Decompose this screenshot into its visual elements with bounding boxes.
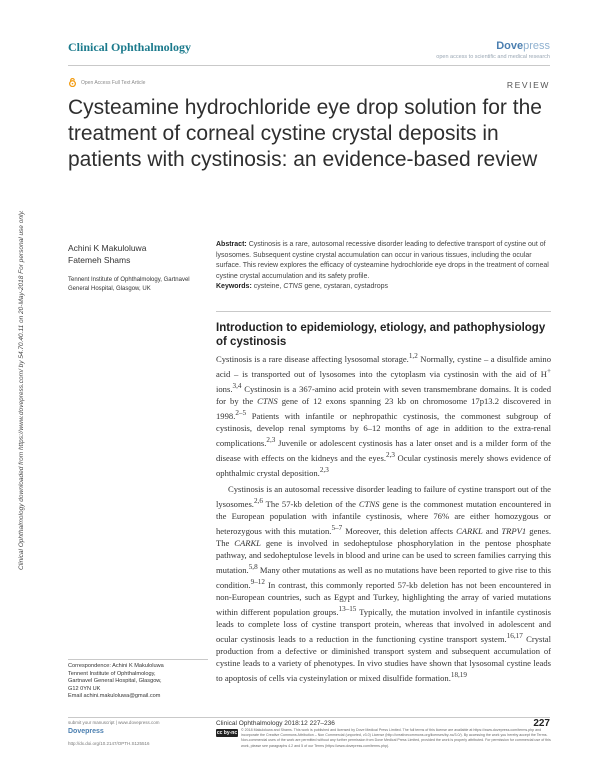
open-access-lock-icon: [68, 78, 77, 87]
open-access-text: Open Access Full Text Article: [81, 79, 146, 86]
citation-ref[interactable]: 2,3: [319, 465, 329, 474]
keyword-gene: CTNS: [283, 283, 303, 290]
author-name: Achini K Makuloluwa: [68, 243, 147, 253]
download-watermark: [17, 150, 43, 570]
correspondence-block: [68, 663, 208, 701]
doi-link[interactable]: http://dx.doi.org/10.2147/OPTH.S125516: [68, 741, 150, 746]
page-number: 227: [533, 718, 550, 729]
download-watermark-text: Clinical Ophthalmology downloaded from https://www.dovepress.com/ by 54.70.40.11 on 20-May-2018 For personal use only.: [18, 210, 25, 570]
citation-ref[interactable]: 13–15: [338, 605, 357, 614]
journal-name: Clinical Ophthalmology: [68, 40, 192, 54]
citation-ref[interactable]: 18,19: [450, 671, 467, 680]
abstract: [216, 240, 551, 293]
footer-divider: [68, 717, 550, 718]
open-access-badge: [68, 78, 145, 87]
citation-ref[interactable]: 1,2: [408, 352, 418, 360]
author-affiliation: Tennent Institute of Ophthalmology, Gartnavel General Hospital, Glasgow, UK: [68, 277, 190, 292]
correspondence-divider: [68, 659, 208, 660]
citation-ref[interactable]: 2,6: [253, 496, 263, 505]
keywords-text: cysteine,: [253, 283, 282, 290]
header-divider: [68, 65, 550, 66]
correspondence-line: G12 0YN UK: [68, 685, 101, 692]
publisher-tagline: open access to scientific and medical research: [436, 54, 550, 60]
gene-name: CTNS: [257, 395, 278, 406]
publisher-block: [436, 40, 550, 60]
citation-ref[interactable]: 3,4: [232, 381, 242, 390]
correspondence-line: Gartnavel General Hospital, Glasgow,: [68, 678, 162, 685]
gene-name: CARKL: [456, 525, 483, 536]
correspondence-email[interactable]: Email achini.makuloluwa@gmail.com: [68, 693, 161, 700]
publisher-name-light: press: [523, 40, 550, 52]
correspondence-label: Correspondence: Achini K Makuloluwa: [68, 663, 164, 669]
citation-ref[interactable]: 2,3: [266, 436, 276, 444]
author-list: [68, 242, 146, 266]
section-heading: Introduction to epidemiology, etiology, and pathophysiology of cystinosis: [216, 322, 546, 348]
abstract-text: Cystinosis is a rare, autosomal recessive disorder leading to defective transport of cystine out of lysosomes. Subsequent cystine crystal accumulation can occur in various tissues, including the ocular surface. This review explores the efficacy of cysteamine hydrochloride eye drops in the treatment of corneal cystine crystal accumulation and its safety profile.: [216, 241, 549, 280]
gene-name: CTNS: [358, 498, 380, 509]
citation-ref[interactable]: 2,3: [385, 450, 395, 459]
citation-ref[interactable]: 5,8: [248, 563, 258, 572]
publisher-name-main: Dove: [496, 40, 524, 52]
keywords-label: Keywords:: [216, 283, 252, 290]
journal-citation: Clinical Ophthalmology 2018:12 227–236: [216, 720, 335, 727]
citation-ref[interactable]: 9–12: [250, 578, 265, 587]
correspondence-line: Tennent Institute of Ophthalmology,: [68, 670, 156, 677]
author-name: Fatemeh Shams: [68, 255, 131, 265]
license-text: © 2018 Makuloluwa and Shams. This work is published and licensed by Dove Medical Press Limited. The full terms of this license are available at https://www.dovepress.com/terms.php and incorporate the Creative Commons Attribution – Non Commercial (unported, v3.0) License (http://creativecommons.org/licenses/by-nc/3.0/). By accessing the work you hereby accept the Terms. Non-commercial uses of the work are permitted without any further permission from Dove Medical Press Limited, provided the work is properly attributed. For permission for commercial use of this work, please see paragraphs 4.2 and 5 of our Terms (https://www.dovepress.com/terms.php).: [241, 728, 551, 748]
abstract-label: Abstract:: [216, 241, 247, 248]
body-paragraph: Cystinosis is an autosomal recessive disorder leading to failure of cystine transport out of the lysosomes.$^{2,6}$ The 57-kb deletion of the CTNS gene is the commonest mutation encountered in the European population with infantile cystinosis, where 76% are either homozygous or heterozygous with this mutation.$^{5-7}$ Moreover, this deletion affects CARKL and TRPV1 genes. The CARKL gene is involved in sedoheptulose phosphorylation in the pentose phosphate pathway, and sedoheptulose levels in blood and urine can be used to screen families carrying this mutation.$^{5,8}$ Many other mutations as well as no mutations have been reported to give rise to this condition.$^{9-12}$ In contrast, this commonly reported 57-kb deletion has not been encountered in non-European countries, such as Egypt and Turkey, highlighting the array of varied mutations within different population groups.$^{13-15}$ Typically, the mutation involved in infantile cystinosis leads to complete loss of cystine transport protein, whereas that involved in adolescent and ocular cystinosis leads to a reduction in the functioning cystine transport system.$^{16,17}$ Crystal production from a defective or diminished transport system and subsequent accumulation of cystine leads to a variety of phenotypes. In vivo studies have shown that lysosomal cystine leads to apoptosis of cells via cysteinylation or mixed disulfide formation.$^{18,19}$: [216, 483, 551, 684]
citation-ref[interactable]: 2–5: [235, 408, 247, 417]
article-title: Cysteamine hydrochloride eye drop solution for the treatment of corneal cystine crystal deposits in patients with cystinosis: an evidence-based review: [68, 96, 542, 171]
body-paragraph: Cystinosis is a rare disease affecting lysosomal storage.$^{1,2}$ Normally, cystine – a disulfide amino acid – is transported out of lysosomes into the cytoplasm via cystinosin with the aid of H+ ions.$^{3,4}$ Cystinosin is a 367-amino acid protein with seven transmembrane domains. It is coded for by the CTNS gene of 12 exons spanning 23 kb on chromosome 17p13.2 discovered in 1998.$^{2-5}$ Patients with infantile or nephropathic cystinosis, the commonest subgroup of cystinosis, develop renal symptoms by 6–12 months of age in addition to the extra-renal complications.$^{2,3}$ Juvenile or adolescent cystinosis has a later onset and is a milder form of the disease with effects on the kidneys and the eyes.$^{2,3}$ Ocular cystinosis merely shows evidence of ophthalmic crystal deposition.$^{2,3}$: [216, 352, 551, 478]
keywords-text: gene, cystaran, cystadrops: [304, 283, 388, 290]
gene-name: CARKL: [234, 537, 261, 548]
citation-ref[interactable]: 5–7: [331, 524, 343, 532]
abstract-divider: [216, 311, 551, 312]
article-body: [216, 350, 551, 688]
footer-publisher-logo[interactable]: Dovepress: [68, 728, 104, 735]
article-type: REVIEW: [506, 80, 550, 90]
citation-ref[interactable]: 16,17: [506, 632, 523, 641]
gene-name: TRPV1: [501, 525, 527, 536]
cc-license-badge[interactable]: cc by-nc: [216, 730, 238, 736]
publisher-logo[interactable]: [436, 40, 550, 52]
submit-link[interactable]: submit your manuscript | www.dovepress.com: [68, 720, 160, 725]
